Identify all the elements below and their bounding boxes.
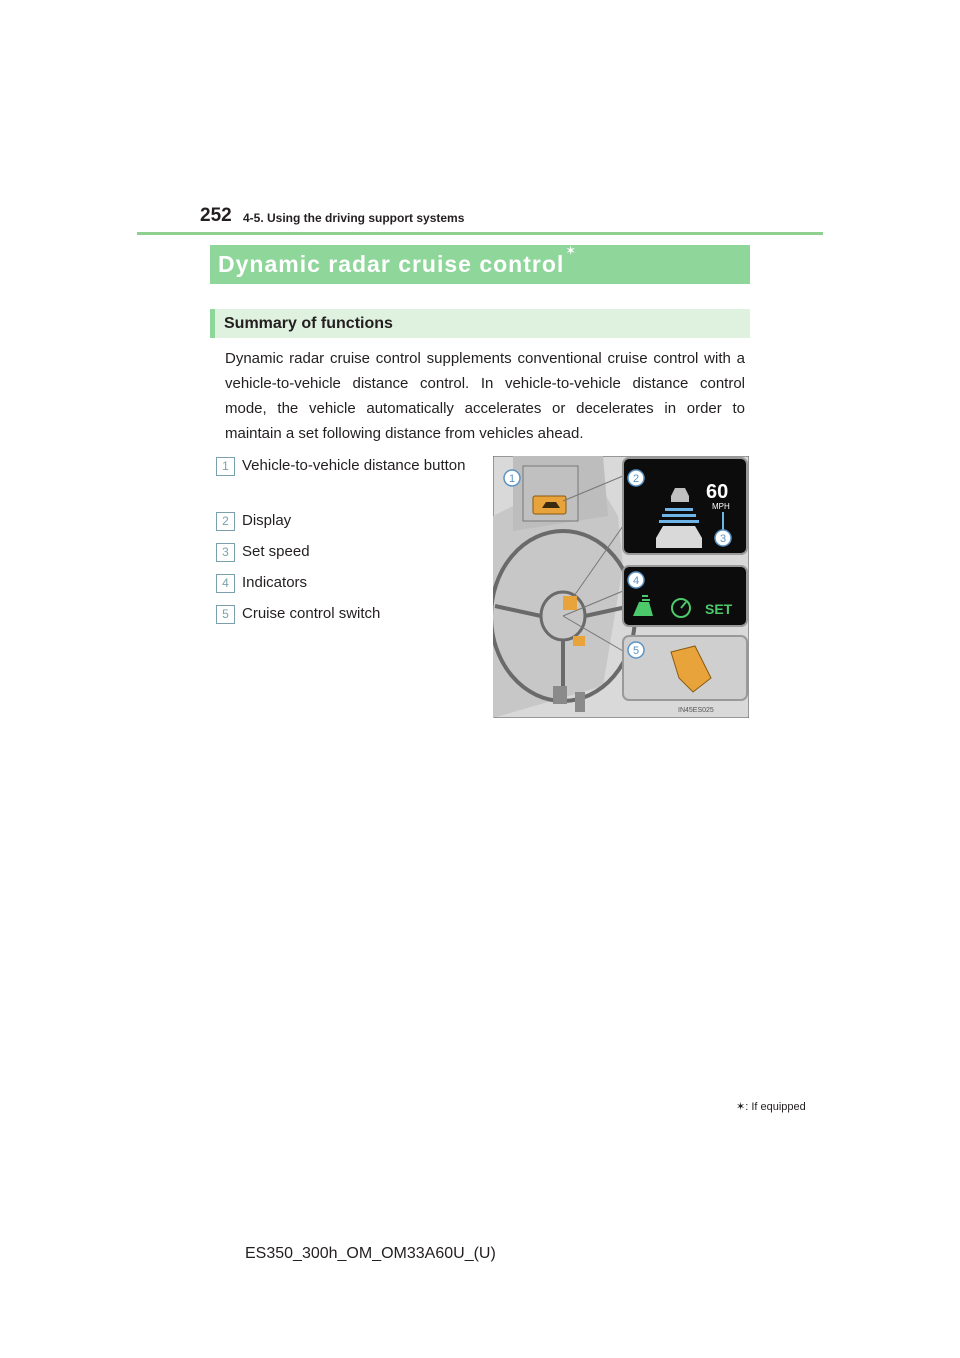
item-label: Cruise control switch [242, 605, 381, 622]
if-equipped-marker: ✶ [736, 1101, 746, 1113]
callout-number: 5 [632, 645, 640, 657]
callout-1 [504, 470, 520, 486]
item-label: Display [242, 512, 292, 529]
title-bar [210, 245, 750, 284]
item-number-badge: 5 [216, 605, 235, 624]
callout-4 [628, 572, 644, 588]
column-lever [573, 636, 585, 646]
item-label: Indicators [242, 574, 308, 591]
footnote [736, 1100, 806, 1113]
callout-number: 4 [632, 575, 640, 587]
callout-number: 3 [719, 533, 727, 545]
set-indicator: SET [705, 601, 733, 617]
brake-pedal [553, 686, 567, 704]
subsection-title: Summary of functions [224, 315, 393, 332]
callout-5 [628, 642, 644, 658]
item-label: Vehicle-to-vehicle distance button [242, 457, 466, 474]
own-car-icon [656, 526, 702, 548]
column-switch [563, 596, 577, 610]
callout-number: 2 [632, 473, 640, 485]
intro-paragraph: Dynamic radar cruise control supplements conventional cruise control with a vehicle-to-vehicle distance control. In vehicle-to-vehicle distance control mode, the vehicle automatically accelerates or decelerates in order to maintain a set following distance from vehicles ahead. [225, 350, 745, 442]
callout-3 [715, 530, 731, 546]
footer-code: ES350_300h_OM_OM33A60U_(U) [245, 1245, 496, 1262]
accelerator-pedal [575, 692, 585, 712]
subsection-bar [210, 309, 750, 338]
item-label: Set speed [242, 543, 310, 560]
callout-number: 1 [508, 473, 516, 485]
distance-bars [659, 508, 699, 523]
section-label: 4-5. Using the driving support systems [243, 211, 465, 225]
callout-2 [628, 470, 644, 486]
cruise-control-figure [493, 456, 749, 718]
page-title: Dynamic radar cruise control [218, 251, 565, 277]
speed-unit: MPH [712, 502, 730, 511]
if-equipped-marker: ✶ [565, 243, 577, 258]
speed-value: 60 [706, 481, 729, 503]
header-rule [137, 232, 823, 235]
item-number-badge: 3 [216, 543, 235, 562]
item-number-badge: 2 [216, 512, 235, 531]
item-number-badge: 4 [216, 574, 235, 593]
page-number: 252 [200, 205, 232, 226]
image-code: IN45ES025 [678, 707, 714, 714]
item-number-badge: 1 [216, 457, 235, 476]
footnote-text: : If equipped [745, 1101, 806, 1113]
